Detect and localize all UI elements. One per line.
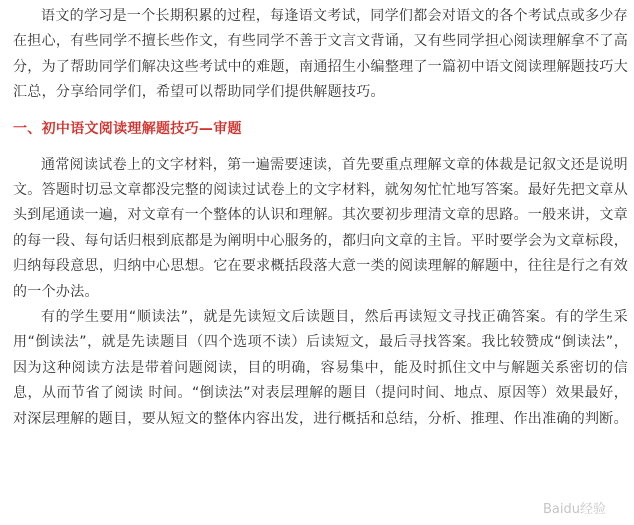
reading-tips-paragraph-1: 通常阅读试卷上的文字材料，第一遍需要速读，首先要重点理解文章的体裁是记叙文还是说明文。答题时切忌文章都没完整的阅读过试卷上的文字材料，就匆匆忙忙地写答案。最好先把文章从头到尾通读一遍，对文章有一个整体的认识和理解。其次要初步理清文章的思路。一般来讲，文章的每一段、每句话归根到底都是为阐明中心服务的，都归向文章的主旨。平时要学会为文章标段，归纳每段意思，归纳中心思想。它在要求概括段落大意一类的阅读理解的解题中，往往是行之有效的一个办法。 <box>13 156 628 300</box>
watermark-logo: Baidu经验 <box>543 502 606 517</box>
reading-tips-paragraph-2: 有的学生要用“顺读法”，就是先读短文后读题目，然后再读短文寻找正确答案。有的学生采用“倒读法”，就是先读题目（四个选项不读）后读短文，最后寻找答案。我比较赞成“倒读法”，因为这种阅读方法是带着问题阅读，目的明确，容易集中，能及时抓住文中与解题关系密切的信息，从而节省了阅读 时间。“倒读法”对表层理解的题目（提问时间、地点、原因等）效果最好，对深层理解的题目，要从短文的整体内容出发，进行概括和总结，分析、推理、作出准确的判断。 <box>13 309 628 427</box>
section-heading: 一、初中语文阅读理解题技巧—审题 <box>13 120 242 137</box>
intro-paragraph: 语文的学习是一个长期积累的过程，每逢语文考试，同学们都会对语文的各个考试点或多少存在担心，有些同学不擅长些作文，有些同学不善于文言文背诵，又有些同学担心阅读理解拿不了高分，为了帮助同学们解决这些考试中的难题，南通招生小编整理了一篇初中语文阅读理解题技巧大汇总，分享给同学们，希望可以帮助同学们提供解题技巧。 <box>13 8 628 101</box>
